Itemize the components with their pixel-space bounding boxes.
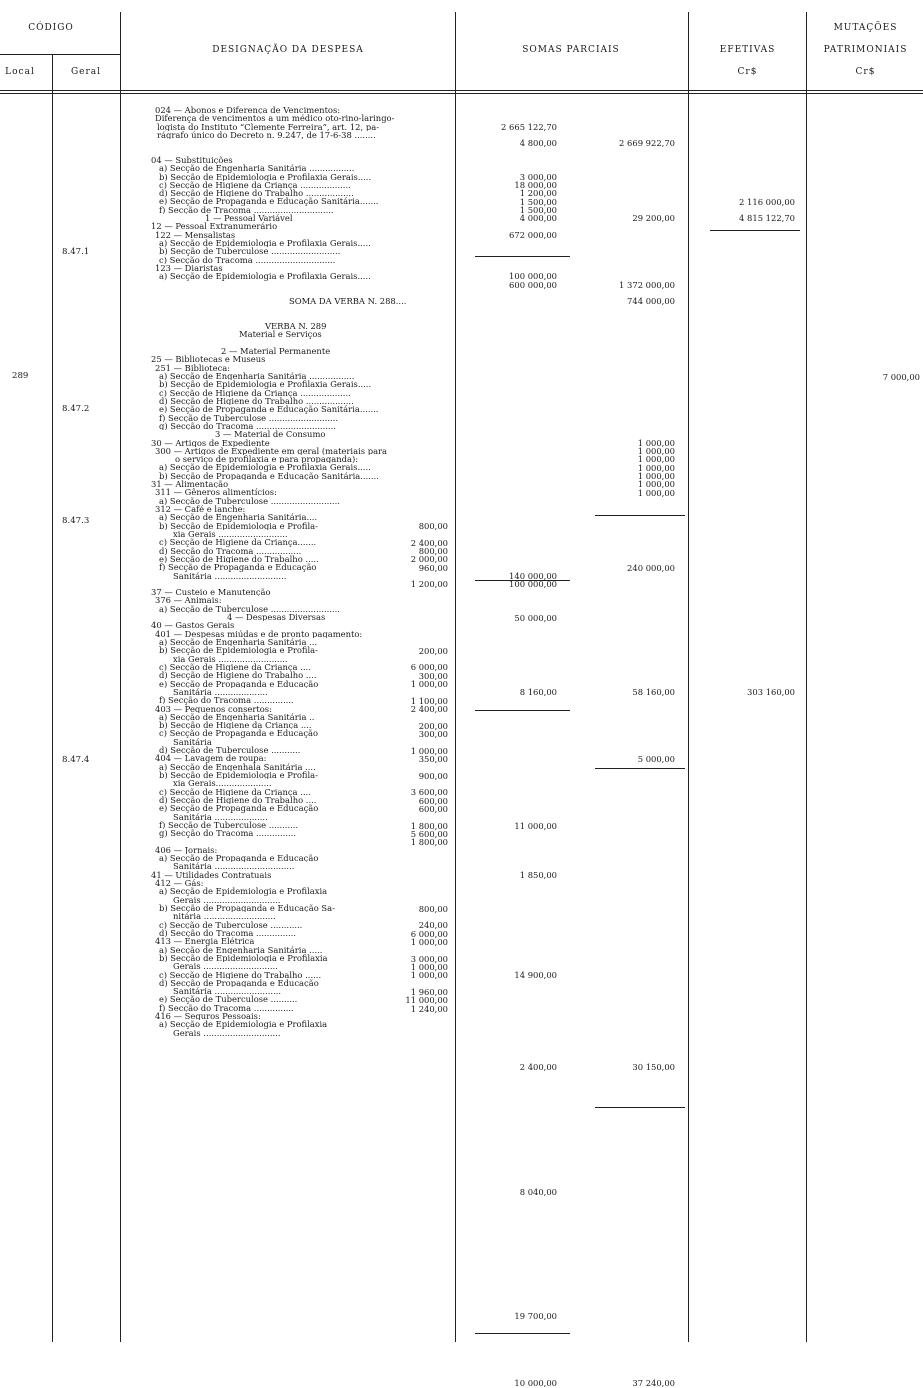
- description-line: e) Secção de Propaganda e Educação: [159, 679, 319, 688]
- description-line: a) Secção de Engenharia Sanitária .....: [159, 945, 323, 954]
- description-line: Gerais .............................: [173, 895, 281, 904]
- description-line: a) Secção de Epidemiologia e Profilaxia Gerais.....: [159, 463, 371, 472]
- description-line: b) Secção de Epidemiologia e Profilaxia Gerais.....: [159, 172, 372, 181]
- total-rule: [475, 256, 570, 257]
- description-line: c) Secção do Tracoma ..............................: [159, 255, 336, 264]
- amount-value: 600 000,00: [509, 279, 557, 290]
- amount-value: 1 200,00: [410, 579, 448, 590]
- description-line: c) Secção de Propaganda e Educação: [159, 729, 319, 738]
- amount-value: 58 160,00: [632, 687, 675, 698]
- description-line: a) Secção de Engenhala Sanitária ....: [159, 762, 316, 771]
- description-line: 3 — Material de Consumo: [215, 430, 326, 439]
- amount-value: 18 000,00: [514, 179, 557, 190]
- amount-value: 11 000,00: [514, 820, 557, 831]
- amount-value: 1 000,00: [637, 479, 675, 490]
- amount-value: 14 900,00: [514, 970, 557, 981]
- amount-value: 1 200,00: [519, 188, 557, 199]
- description-line: o serviço de profilaxia e para propaganda):: [175, 455, 359, 464]
- description-line: 251 — Biblioteca:: [155, 363, 231, 372]
- divider: [0, 54, 120, 55]
- description-line: a) Secção de Engenharia Sanitária ..: [159, 712, 315, 722]
- divider: [455, 12, 456, 1342]
- description-line: b) Secção de Epidemiologia e Profilaxia Gerais.....: [159, 380, 372, 389]
- amount-value: 600,00: [418, 795, 448, 806]
- description-line: g) Secção do Tracoma ...............: [159, 829, 296, 838]
- description-line: a) Secção de Tuberculose ..........................: [159, 496, 340, 505]
- amount-value: 19 700,00: [514, 1311, 557, 1322]
- description-line: [125, 314, 455, 322]
- description-line: f) Secção de Tuberculose ..........................: [159, 413, 339, 422]
- description-line: Sanitária ....................: [173, 687, 268, 697]
- amount-value: 900,00: [418, 770, 448, 781]
- amount-value: 300,00: [418, 670, 448, 681]
- amount-value: 800,00: [418, 903, 448, 914]
- amount-value: 5 600,00: [410, 828, 448, 839]
- amount-value: 2 400,00: [519, 1061, 557, 1072]
- amount-value: 600,00: [418, 803, 448, 814]
- amount-value: 240 000,00: [627, 562, 675, 573]
- description-line: 122 — Mensalistas: [155, 230, 236, 239]
- description-line: 123 — Diaristas: [155, 263, 223, 273]
- local-header: Local: [5, 67, 35, 77]
- description-line: [125, 281, 455, 289]
- patrimoniais-header: PATRIMONIAIS: [823, 45, 908, 55]
- total-rule: [595, 515, 685, 516]
- amount-value: 350,00: [418, 753, 448, 764]
- description-line: xia Gerais.....................: [173, 779, 272, 788]
- description-line: c) Secção de Higiene da Criança ....: [159, 787, 311, 796]
- description-line: 1 — Pessoal Variável: [205, 214, 293, 223]
- description-line: d) Secção de Propaganda e Educação: [159, 978, 319, 988]
- description-line: xia Gerais ..........................: [173, 529, 288, 539]
- divider: [806, 12, 807, 1342]
- description-line: a) Secção de Engenharia Sanitária .................: [159, 164, 355, 173]
- mutacoes-header: MUTAÇÕES: [833, 23, 898, 33]
- description-line: rágrafo único do Decreto n. 9.247, de 17-6-38 ........: [157, 130, 376, 140]
- amount-value: 240,00: [418, 920, 448, 931]
- description-line: 401 — Despesas miúdas e de pronto pagamento:: [155, 629, 363, 638]
- code-8-47-2: 8.47.2: [62, 404, 90, 414]
- description-line: d) Secção de Higiene do Trabalho ....: [159, 795, 317, 805]
- amount-value: 1 500,00: [519, 196, 557, 207]
- description-line: [125, 139, 455, 147]
- amount-value: 8 040,00: [519, 1186, 557, 1197]
- description-line: f) Secção do Tracoma ...............: [159, 1003, 294, 1013]
- amount-value: 1 500,00: [519, 204, 557, 215]
- total-rule: [475, 710, 570, 711]
- description-line: 2 — Material Permanente: [221, 347, 331, 356]
- description-line: a) Secção de Epidemiologia e Profilaxia Gerais.....: [159, 272, 371, 281]
- description-line: a) Secção de Epidemiologia e Profilaxia: [159, 1020, 328, 1029]
- description-line: e) Secção de Propaganda e Educação Sanitária.......: [159, 405, 379, 414]
- mutacoes-unit: Cr$: [855, 67, 876, 77]
- description-line: 4 — Despesas Diversas: [227, 613, 326, 622]
- description-line: 40 — Gastos Gerais: [151, 621, 235, 630]
- amount-value: 1 000,00: [410, 937, 448, 947]
- description-line: a) Secção de Engenharia Sanitária .................: [159, 372, 355, 381]
- amount-value: 1 000,00: [410, 745, 448, 756]
- description-line: e) Secção de Propaganda e Educação: [159, 804, 319, 813]
- description-line: [125, 306, 455, 314]
- amount-value: 1 000,00: [637, 462, 675, 473]
- description-line: c) Secção de Higiene da Criança.......: [159, 538, 317, 547]
- description-line: c) Secção de Higiene do Trabalho ......: [159, 970, 322, 979]
- description-line: 376 — Animais:: [155, 596, 222, 605]
- amount-value: 6 000,00: [410, 928, 448, 939]
- description-line: Sanitária ..............................: [173, 862, 295, 871]
- description-line: 404 — Lavagem de roupa:: [155, 754, 267, 763]
- description-line: 25 — Bibliotecas e Museus: [151, 355, 266, 364]
- description-line: d) Secção de Higiene do Trabalho ..................: [159, 189, 354, 198]
- amount-value: 300,00: [418, 729, 448, 739]
- description-line: f) Secção de Tuberculose ...........: [159, 820, 299, 830]
- description-line: 31 — Alimentação: [151, 480, 229, 489]
- designacao-header: DESIGNAÇÃO DA DESPESA: [212, 45, 364, 55]
- description-line: f) Secção de Tracoma ..............................: [159, 205, 334, 215]
- amount-value: 2 400,00: [410, 704, 448, 715]
- amount-value: 200,00: [418, 645, 448, 656]
- amount-value: 1 372 000,00: [619, 279, 675, 290]
- description-line: b) Secção de Epidemiologia e Profila-: [159, 771, 318, 780]
- description-line: c) Secção de Higiene da Criança ...................: [159, 388, 351, 397]
- total-rule: [595, 768, 685, 769]
- description-line: 412 — Gás:: [155, 879, 204, 888]
- efetivas-header: EFETIVAS: [719, 45, 776, 55]
- geral-header: Geral: [70, 67, 102, 77]
- amount-value: 1 960,00: [410, 986, 448, 997]
- description-line: c) Secção de Higiene da Criança ....: [159, 662, 311, 672]
- description-line: e) Secção de Higiene do Trabalho .....: [159, 554, 319, 564]
- amount-value: 303 160,00: [747, 687, 795, 698]
- description-line: 312 — Café e lanche:: [155, 505, 246, 514]
- description-line: e) Secção de Propaganda e Educação Sanitária.......: [159, 197, 379, 206]
- description-line: [125, 148, 455, 156]
- amount-value: 1 100,00: [410, 695, 448, 706]
- amount-value: 1 000,00: [637, 487, 675, 498]
- description-line: f) Secção do Tracoma ...............: [159, 696, 294, 705]
- description-line: d) Secção de Higiene do Trabalho ....: [159, 671, 317, 680]
- description-line: b) Secção de Tuberculose ..........................: [159, 247, 341, 256]
- description-line: VERBA N. 289: [265, 322, 327, 331]
- amount-value: 100 000,00: [509, 271, 557, 282]
- amount-value: 1 000,00: [637, 471, 675, 482]
- mutacao-value: 7 000,00: [882, 372, 920, 382]
- amount-value: 3 600,00: [410, 787, 448, 798]
- description-line: a) Secção de Tuberculose ..........................: [159, 604, 340, 614]
- description-line: a) Secção de Engenharia Sanitária....: [159, 513, 318, 522]
- total-rule: [595, 1107, 685, 1108]
- description-line: d) Secção do Tracoma .................: [159, 546, 302, 555]
- description-line: e) Secção de Tuberculose ..........: [159, 995, 298, 1004]
- amount-value: 1 000,00: [410, 970, 448, 981]
- amount-value: 8 160,00: [519, 687, 557, 698]
- divider: [0, 93, 923, 94]
- amount-value: 140 000,00: [509, 570, 557, 581]
- description-line: Sanitária: [173, 737, 212, 747]
- amount-value: 1 000,00: [410, 679, 448, 690]
- description-line: xia Gerais ..........................: [173, 654, 288, 663]
- description-line: 300 — Artigos de Expediente em geral (materiais para: [155, 446, 388, 456]
- description-line: a) Secção de Epidemiologia e Profilaxia Gerais.....: [159, 239, 371, 248]
- description-line: Material e Serviços: [239, 330, 322, 339]
- description-line: c) Secção de Higiene da Criança ...................: [159, 180, 351, 190]
- amount-value: 2 669 922,70: [619, 138, 675, 149]
- amount-value: 50 000,00: [514, 612, 557, 623]
- divider: [688, 12, 689, 1342]
- description-line: b) Secção de Epidemiologia e Profila-: [159, 646, 318, 655]
- amount-value: 5 000,00: [637, 753, 675, 764]
- total-rule: [475, 1333, 570, 1334]
- code-8-47-1: 8.47.1: [62, 247, 90, 257]
- description-line: 403 — Pequenos consertos:: [155, 704, 272, 713]
- description-line: nitária ...........................: [173, 912, 276, 921]
- codigo-header: CÓDIGO: [28, 23, 74, 33]
- description-line: b) Secção de Epidemiologia e Profilaxia: [159, 953, 328, 963]
- amount-value: 672 000,00: [509, 229, 557, 240]
- amount-value: 37 240,00: [632, 1377, 675, 1388]
- amount-value: 2 665 122,70: [501, 121, 557, 132]
- somas-header: SOMAS PARCIAIS: [522, 45, 620, 55]
- amount-value: 2 000,00: [410, 554, 448, 565]
- description-line: b) Secção de Epidemiologia e Profila-: [159, 521, 318, 530]
- code-8-47-4: 8.47.4: [62, 755, 90, 765]
- divider: [0, 90, 923, 91]
- description-line: 12 — Pessoal Extranumerário: [151, 222, 278, 231]
- amount-value: 800,00: [418, 521, 448, 531]
- description-line: Gerais .............................: [173, 1028, 281, 1037]
- amount-value: 4 815 122,70: [739, 213, 795, 224]
- description-line: 311 — Gêneros alimentícios:: [155, 488, 277, 497]
- amount-value: 11 000,00: [405, 995, 448, 1006]
- description-line: 416 — Seguros Pessoais:: [155, 1012, 261, 1021]
- amount-value: 1 000,00: [637, 446, 675, 457]
- description-line: d) Secção de Higiene do Trabalho ..................: [159, 396, 354, 406]
- amount-value: 744 000,00: [627, 296, 675, 307]
- amount-value: 960,00: [418, 562, 448, 573]
- amount-value: 1 850,00: [519, 870, 557, 881]
- amount-value: 1 000,00: [637, 437, 675, 448]
- description-line: d) Secção do Tracoma ...............: [159, 928, 296, 938]
- amount-value: 30 150,00: [632, 1061, 675, 1072]
- description-line: Sanitária .........................: [173, 987, 282, 996]
- description-line: b) Secção de Propaganda e Educação Sanitária.......: [159, 471, 379, 481]
- amount-value: 10 000,00: [514, 1377, 557, 1388]
- amount-value: 3 000,00: [519, 171, 557, 182]
- efetivas-unit: Cr$: [737, 67, 758, 77]
- description-line: [125, 289, 455, 297]
- description-line: Diferença de vencimentos a um médico oto-rino-laringo-: [155, 114, 395, 123]
- description-line: a) Secção de Propaganda e Educação: [159, 854, 319, 863]
- description-line: c) Secção de Tuberculose ............: [159, 920, 303, 929]
- divider: [120, 12, 121, 1342]
- total-rule: [475, 580, 570, 581]
- local-code-289: 289: [12, 371, 29, 381]
- description-line: g) Secção do Tracoma ..............................: [159, 421, 336, 431]
- description-line: a) Secção de Engenharia Sanitária ...: [159, 638, 318, 647]
- amount-value: 800,00: [418, 545, 448, 556]
- code-8-47-3: 8.47.3: [62, 516, 90, 526]
- amount-value: 29 200,00: [632, 213, 675, 224]
- amount-value: 1 800,00: [410, 820, 448, 831]
- description-line: 413 — Energia Elétrica: [155, 937, 255, 946]
- description-line: 024 — Abonos e Diferença de Vencimentos:: [155, 106, 341, 115]
- amount-value: 3 000,00: [410, 953, 448, 964]
- description-line: 37 — Custeio e Manutenção: [151, 588, 271, 597]
- description-line: 406 — Jornais:: [155, 845, 218, 855]
- description-line: f) Secção de Propaganda e Educação: [159, 563, 317, 572]
- description-line: a) Secção de Epidemiologia e Profilaxia: [159, 887, 328, 896]
- description-line: 30 — Artigos de Expediente: [151, 438, 270, 447]
- amount-value: 2 116 000,00: [739, 196, 795, 207]
- amount-value: 1 800,00: [410, 837, 448, 848]
- description-line: b) Secção de Higiene da Criança ....: [159, 721, 312, 730]
- description-line: b) Secção de Propaganda e Educação Sa-: [159, 904, 335, 913]
- amount-value: 4 800,00: [519, 138, 557, 149]
- description-line: 41 — Utilidades Contratuais: [151, 870, 272, 880]
- amount-value: 4 000,00: [519, 213, 557, 224]
- description-line: Sanitária ...........................: [173, 571, 287, 580]
- description-line: logista do Instituto “Clemente Ferreira”, art. 12, pa-: [157, 122, 380, 131]
- description-line: 04 — Substituições: [151, 155, 233, 165]
- description-line: [125, 339, 455, 347]
- description-line: d) Secção de Tuberculose ...........: [159, 746, 301, 755]
- amount-value: 6 000,00: [410, 662, 448, 673]
- amount-value: 100 000,00: [509, 579, 557, 590]
- description-line: Gerais ............................: [173, 962, 278, 971]
- amount-value: 2 400,00: [410, 537, 448, 548]
- description-line: SOMA DA VERBA N. 288....: [289, 297, 407, 306]
- total-rule: [710, 230, 800, 231]
- description-line: Sanitária ....................: [173, 812, 268, 821]
- amount-value: 1 000,00: [637, 454, 675, 465]
- amount-value: 200,00: [418, 720, 448, 731]
- amount-value: 1 000,00: [410, 961, 448, 972]
- amount-value: 1 240,00: [410, 1003, 448, 1014]
- divider: [52, 54, 53, 1342]
